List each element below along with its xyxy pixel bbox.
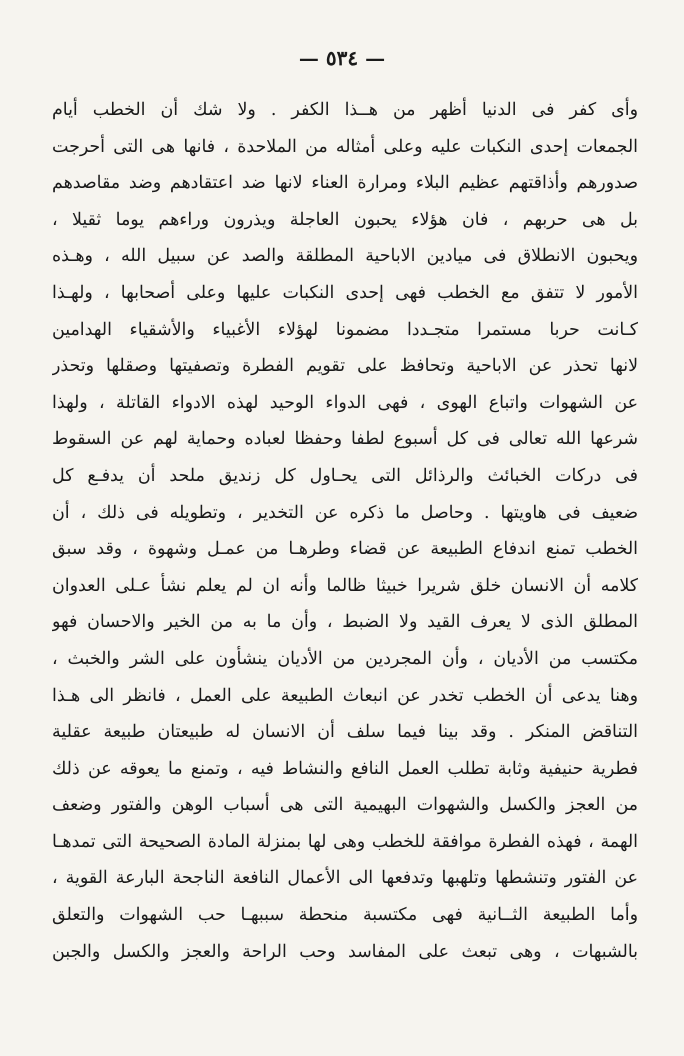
- text-line: فطرية حنيفية وثابة تطلب العمل النافع والنشاط فيه ، وتمنع ما يعوقه عن ذلك: [52, 758, 638, 779]
- text-line: صدورهم وأذاقتهم عظيم البلاء ومرارة العناء لانها ضد اعتقادهم وضد مقاصدهم: [52, 173, 638, 194]
- text-line: ضعيف فى هاويتها . وحاصل ما ذكره عن التخدير ، وتطويله فى ذلك ، أن: [52, 502, 638, 523]
- text-line: بالشبهات ، وهى تبعث على المفاسد وحب الراحة والعجز والكسل والجبن: [52, 941, 638, 962]
- text-line: الجمعات إحدى النكبات عليه وعلى أمثاله من الملاحدة ، فانها هى التى أحرجت: [52, 136, 638, 157]
- body-text: [52, 92, 638, 970]
- text-line: التناقض المنكر . وقد بينا فيما سلف أن الانسان له طبيعتان طبيعة عقلية: [52, 722, 638, 743]
- text-line: بل هى حربهم ، فان هؤلاء يحبون العاجلة ويذرون وراءهم يوما ثقيلا ،: [52, 209, 638, 230]
- text-line: كلامه أن الانسان خلق شريرا خبيثا ظالما وأنه ان لم يعلم نشأ عـلى العدوان: [52, 575, 638, 596]
- text-line: كـانت حربا مستمرا متجـددا مضمونا لهؤلاء الأغبياء والأشقياء الهدامين: [52, 319, 638, 340]
- page-number: — ٥٣٤ —: [298, 46, 386, 70]
- text-line: لانها تحذر عن الاباحية وتحافظ على تقويم الفطرة وتصفيتها وصقلها وتحذر: [52, 356, 638, 377]
- text-line: فى دركات الخبائث والرذائل التى يحـاول كل زنديق ملحد أن يدفـع كل: [52, 465, 638, 486]
- text-line: عن الفتور وتنشطها وتلهبها وتدفعها الى الأعمال النافعة الناجحة البارعة القوية ،: [52, 868, 638, 889]
- text-line: من العجز والكسل والشهوات البهيمية التى هى أسباب الوهن والفتور وضعف: [52, 795, 638, 816]
- text-line: عن الشهوات واتباع الهوى ، فهى الدواء الوحيد لهذه الادواء القاتلة ، ولهذا: [52, 392, 638, 413]
- text-line: شرعها الله تعالى فى كل أسبوع لطفا وحفظا لعباده وحماية لهم عن السقوط: [52, 429, 638, 450]
- text-line: الأمور لا تتفق مع الخطب فهى إحدى النكبات عليها وعلى أصحابها ، ولهـذا: [52, 282, 638, 303]
- text-line: المطلق الذى لا يعرف القيد ولا الضبط ، وأن ما به من الخير والاحسان فهو: [52, 612, 638, 633]
- text-line: وأما الطبيعة الثــانية فهى مكتسبة منحطة سببهـا حب الشهوات والتعلق: [52, 905, 638, 926]
- text-line: الخطب تمنع اندفاع الطبيعة عن قضاء وطرهـا من عمـل وشهوة ، وقد سبق: [52, 539, 638, 560]
- text-line: وأى كفر فى الدنيا أظهر من هــذا الكفر . ولا شك أن الخطب أيام: [52, 100, 638, 120]
- text-line: ويحبون الانطلاق فى ميادين الاباحية المطلقة والصد عن سبيل الله ، وهـذه: [52, 246, 638, 267]
- text-line: مكتسب من الأديان ، وأن المجردين من الأديان ينشأون على الشر والخبث ،: [52, 648, 638, 669]
- text-line: الهمة ، فهذه الفطرة موافقة للخطب وهى لها بمنزلة المادة الصحيحة التى تمدهـا: [52, 831, 638, 852]
- text-line: وهنا يدعى أن الخطب تخدر عن انبعاث الطبيعة على العمل ، فانظر الى هـذا: [52, 685, 638, 706]
